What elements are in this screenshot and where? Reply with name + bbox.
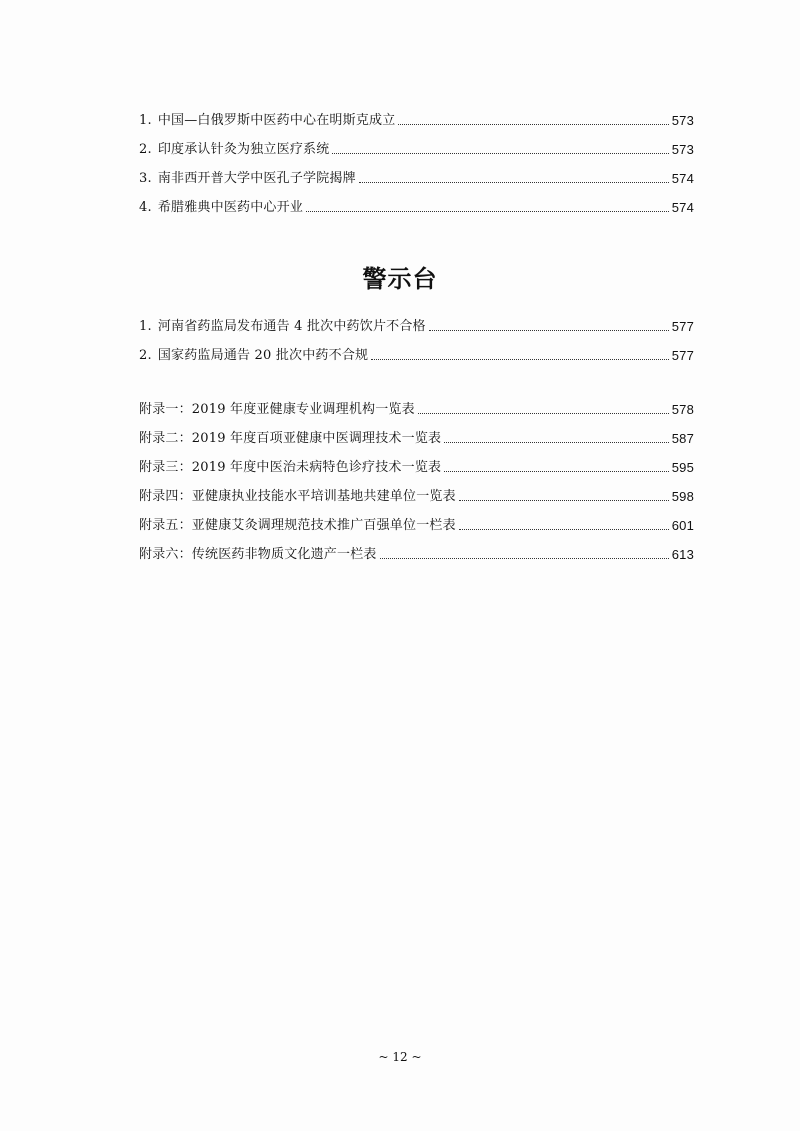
toc-entry-page: 595 — [671, 460, 694, 475]
dot-leader — [359, 181, 669, 183]
toc-entry-title: 附录五：亚健康艾灸调理规范技术推广百强单位一栏表 — [139, 518, 456, 533]
toc-entry[interactable] — [139, 389, 694, 418]
toc-entry-page: 574 — [671, 171, 694, 186]
toc-entry[interactable] — [139, 129, 694, 158]
toc-entry-number: 2. — [139, 348, 152, 363]
toc-entry[interactable] — [139, 418, 694, 447]
dot-leader — [418, 412, 669, 414]
toc-entry-page: 573 — [671, 113, 694, 128]
dot-leader — [332, 152, 668, 154]
toc-entry-title: 希腊雅典中医药中心开业 — [157, 200, 304, 215]
toc-entry-page: 577 — [671, 348, 694, 363]
dot-leader — [398, 123, 668, 125]
toc-entry-number: 1. — [139, 319, 152, 334]
toc-entry-title: 附录二：2019 年度百项亚健康中医调理技术一览表 — [139, 431, 442, 446]
dot-leader — [444, 441, 668, 443]
toc-entry[interactable] — [139, 505, 694, 534]
toc-entry[interactable] — [139, 476, 694, 505]
toc-entry-title: 附录六：传统医药非物质文化遗产一栏表 — [139, 547, 377, 562]
toc-entry[interactable] — [139, 306, 694, 335]
toc-entry-title: 附录一：2019 年度亚健康专业调理机构一览表 — [139, 402, 415, 417]
toc-entry-number: 2. — [139, 142, 152, 157]
toc-entry[interactable] — [139, 534, 694, 563]
toc-entry-title: 南非西开普大学中医孔子学院揭牌 — [157, 171, 356, 186]
toc-entry[interactable] — [139, 158, 694, 187]
toc-entry-title: 中国—白俄罗斯中医药中心在明斯克成立 — [157, 113, 396, 128]
dot-leader — [459, 499, 669, 501]
toc-entry-number: 1. — [139, 113, 152, 128]
toc-entry[interactable] — [139, 100, 694, 129]
dot-leader — [306, 210, 669, 212]
toc-entry-title: 附录三：2019 年度中医治未病特色诊疗技术一览表 — [139, 460, 442, 475]
toc-entry-title: 印度承认针灸为独立医疗系统 — [157, 142, 330, 157]
toc-entry-page: 587 — [671, 431, 694, 446]
dot-leader — [459, 528, 669, 530]
toc-entry-title: 国家药监局通告 20 批次中药不合规 — [157, 348, 369, 363]
toc-entry-page: 601 — [671, 518, 694, 533]
toc-entry-number: 4. — [139, 200, 152, 215]
toc-entry[interactable] — [139, 187, 694, 216]
toc-entry-title: 附录四：亚健康执业技能水平培训基地共建单位一览表 — [139, 489, 456, 504]
dot-leader — [371, 358, 668, 360]
section-heading: 警示台 — [362, 265, 438, 293]
dot-leader — [429, 329, 669, 331]
toc-entry-page: 598 — [671, 489, 694, 504]
toc-entry-page: 574 — [671, 200, 694, 215]
toc-entry-page: 573 — [671, 142, 694, 157]
toc-entry[interactable] — [139, 447, 694, 476]
page-number: ~ 12 ~ — [378, 1050, 422, 1064]
toc-section-international — [139, 100, 694, 216]
toc-entry-page: 577 — [671, 319, 694, 334]
toc-entry[interactable] — [139, 335, 694, 364]
toc-entry-title: 河南省药监局发布通告 4 批次中药饮片不合格 — [157, 319, 426, 334]
dot-leader — [380, 557, 669, 559]
toc-section-warning — [139, 306, 694, 364]
dot-leader — [444, 470, 668, 472]
toc-entry-page: 578 — [671, 402, 694, 417]
toc-entry-page: 613 — [671, 547, 694, 562]
toc-entry-number: 3. — [139, 171, 152, 186]
toc-section-appendix — [139, 389, 694, 563]
